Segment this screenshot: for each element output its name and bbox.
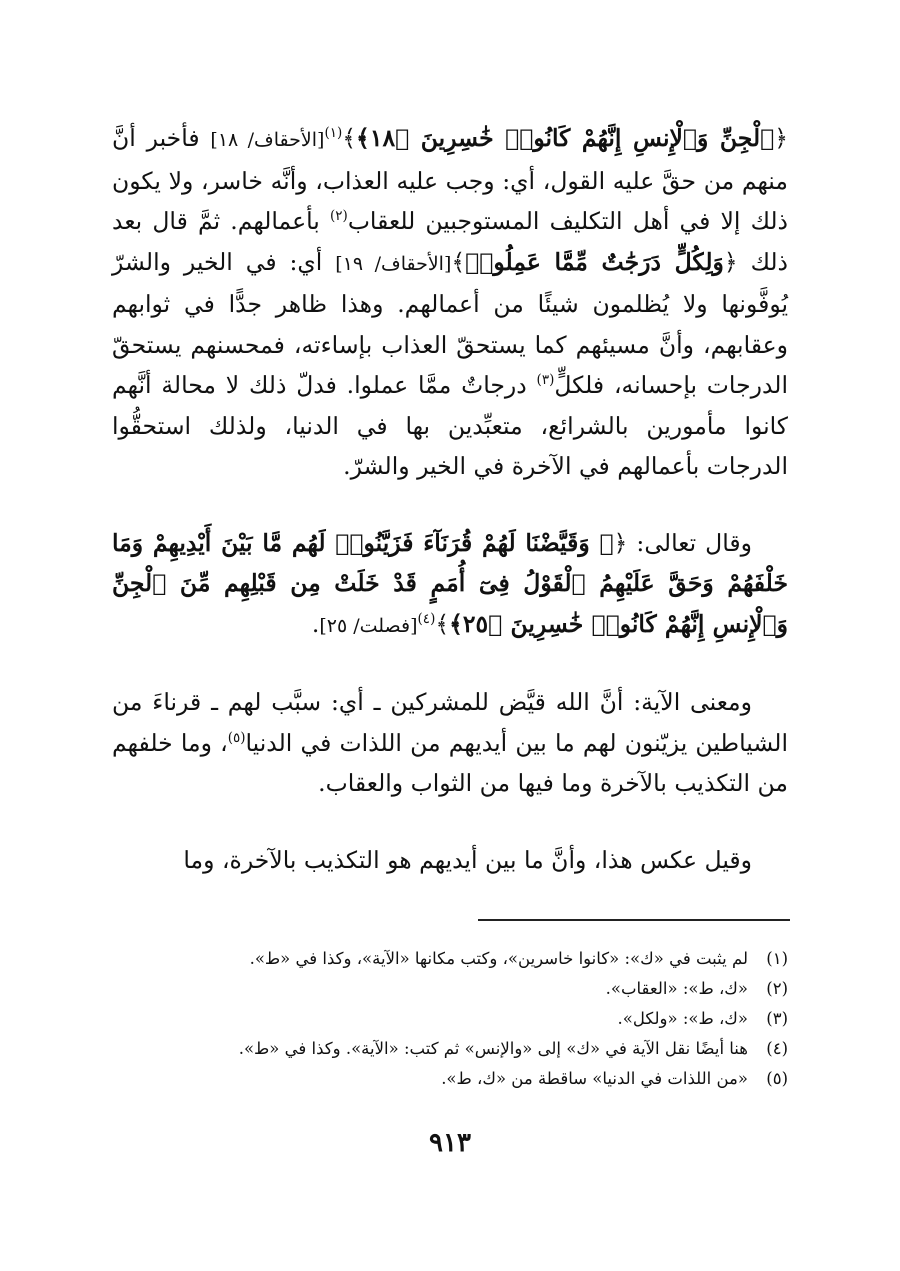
- footnote-text: «من اللذات في الدنيا» ساقطة من «ك، ط».: [441, 1069, 748, 1088]
- body-text: وقيل عكس هذا، وأنَّ ما بين أيديهم هو التكذيب بالآخرة، وما: [183, 845, 752, 874]
- verse-bracket-open: ﴿: [723, 247, 738, 276]
- verse-reference: [الأحقاف/ ١٩]: [335, 252, 452, 275]
- body-text: درجاتٌ ممَّا عملوا. فدلّ ذلك لا محالة أنَّهم كانوا مأمورين بالشرائع، متعبِّدين بها في الدنيا، ولذلك استحقُّوا الدرجات بأعمالهم في الآخرة في الخير والشرّ.: [112, 371, 788, 480]
- footnote-number: (٣): [766, 1009, 788, 1028]
- footnote-number: (٤): [766, 1039, 788, 1058]
- footnote-marker[interactable]: (٤): [417, 610, 436, 627]
- footnote-marker[interactable]: (٢): [329, 208, 348, 225]
- quran-verse: ۞ وَقَيَّضْنَا لَهُمْ قُرَنَآءَ فَزَيَّنُوا۟ لَهُم مَّا بَيْنَ أَيْدِيهِمْ وَمَا خَلْفَهُمْ وَحَقَّ عَلَيْهِمُ ٱلْقَوْلُ فِىٓ أُمَمٍ قَدْ خَلَتْ مِن قَبْلِهِم مِّنَ ٱلْجِنِّ وَٱلْإِنسِ إِنَّهُمْ كَانُوا۟ خَٰسِرِينَ ﴿٢٥﴾: [112, 528, 788, 638]
- quran-verse: وَلِكُلٍّ دَرَجَٰتٌ مِّمَّا عَمِلُوا۟: [465, 247, 724, 276]
- footnotes: [112, 944, 788, 1094]
- footnote-item: [112, 944, 788, 974]
- footnote-text: «ك، ط»: «ولكل».: [617, 1009, 748, 1028]
- paragraph-4: [112, 840, 788, 881]
- footnote-item: [112, 1004, 788, 1034]
- paragraph-3: [112, 682, 788, 804]
- verse-bracket-open: ﴿: [613, 528, 628, 557]
- body-text: ، وما خلفهم من التكذيب بالآخرة وما فيها من الثواب والعقاب.: [112, 728, 788, 797]
- verse-reference: [فصلت/ ٢٥]: [319, 614, 418, 637]
- body-text: .: [311, 609, 320, 638]
- footnote-marker[interactable]: (٣): [536, 372, 555, 389]
- footnote-marker[interactable]: (١): [324, 125, 343, 142]
- body-text: وقال تعالى:: [627, 528, 752, 557]
- body-text: فأخبر أنَّ منهم من حقَّ عليه القول، أي: وجب عليه العذاب، وأنَّه خاسر، ولا يكون ذلك إلا في أهل التكليف المستوجبين للعقاب: [112, 124, 788, 235]
- footnote-number: (٢): [766, 979, 788, 998]
- body-text: بأعمالهم. ثمَّ قال بعد ذلك: [112, 207, 788, 276]
- page-number: ٩١٣: [429, 1128, 471, 1158]
- paragraph-1: [112, 118, 788, 487]
- verse-reference: [الأحقاف/ ١٨]: [210, 129, 325, 151]
- body-text: ومعنى الآية: أنَّ الله قيَّض للمشركين ـ أي: سبَّب لهم ـ قرناءَ من الشياطين يزيّنون لهم ما بين أيديهم من اللذات في الدنيا: [112, 688, 788, 757]
- body-text: أي: في الخير والشرّ يُوفَّونها ولا يُظلمون شيئًا من أعمالهم. وهذا ظاهر جدًّا في ثوابهم وعقابهم، وأنَّ مسيئهم كما يستحقّ العذاب بإساءته، فمحسنهم يستحقّ الدرجات بإحسانه، فلكلٍّ: [112, 247, 788, 399]
- footnote-divider: [478, 919, 790, 921]
- quran-verse: ٱلْجِنِّ وَٱلْإِنسِ إِنَّهُمْ كَانُوا۟ خَٰسِرِينَ ﴿١٨﴾: [356, 124, 775, 152]
- footnote-item: [112, 1034, 788, 1064]
- verse-bracket-close: ﴾: [342, 124, 357, 152]
- footnote-number: (٥): [766, 1069, 788, 1088]
- main-text: [112, 118, 788, 880]
- footnote-text: «ك، ط»: «العقاب».: [605, 979, 748, 998]
- verse-bracket-open: ﴿: [774, 124, 788, 152]
- footnote-text: لم يثبت في «ك»: «كانوا خاسرين»، وكتب مكانها «الآية»، وكذا في «ط».: [249, 949, 748, 968]
- footnote-number: (١): [766, 949, 788, 968]
- verse-bracket-close: ﴾: [435, 609, 450, 638]
- footnote-item: [112, 1064, 788, 1094]
- footnote-item: [112, 974, 788, 1004]
- paragraph-2: [112, 523, 788, 647]
- footnote-text: هنا أيضًا نقل الآية في «ك» إلى «والإنس» ثم كتب: «الآية». وكذا في «ط».: [238, 1039, 748, 1058]
- verse-bracket-close: ﴾: [451, 247, 466, 276]
- footnote-marker[interactable]: (٥): [227, 729, 246, 746]
